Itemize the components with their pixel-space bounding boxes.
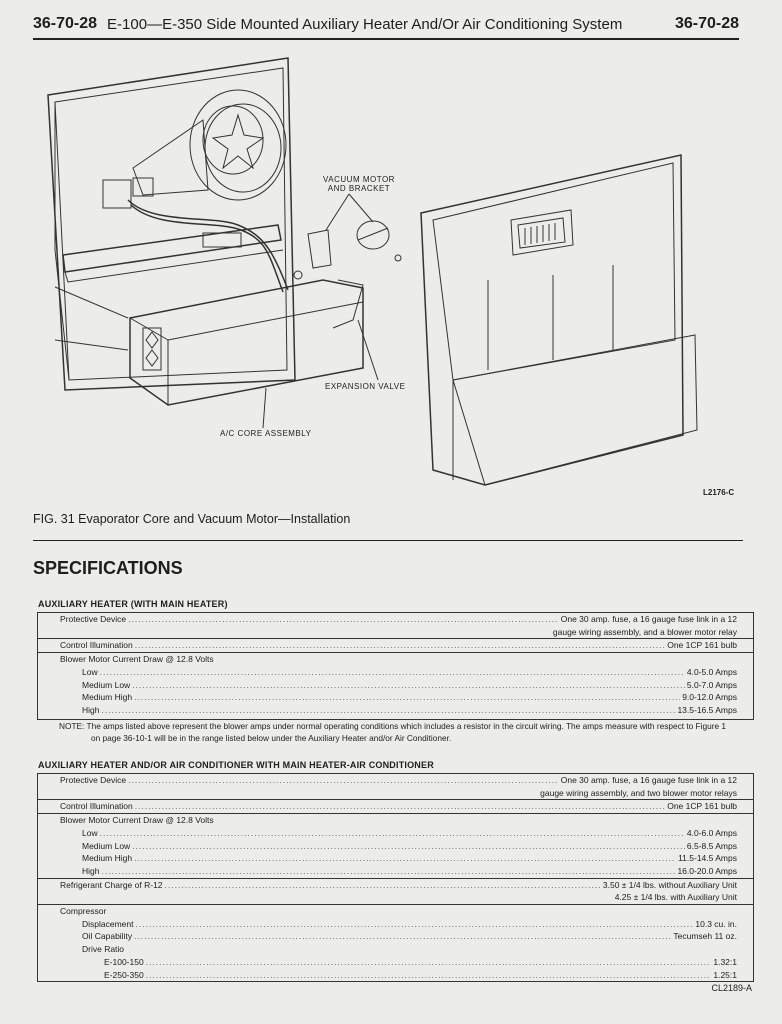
spec-value: 13.5-16.5 Amps — [677, 704, 737, 715]
spec-value: Tecumseh 11 oz. — [673, 931, 737, 942]
spec-value-continued: 4.25 ± 1/4 lbs. with Auxiliary Unit — [614, 892, 737, 903]
spec-label: Medium High — [82, 692, 133, 703]
installation-figure — [33, 50, 743, 510]
figure-caption: FIG. 31 Evaporator Core and Vacuum Motor—Installation — [33, 512, 351, 526]
spec-label: Low — [82, 827, 98, 838]
section-divider — [33, 540, 743, 541]
spec-value-continued: gauge wiring assembly, and two blower motor relays — [540, 787, 737, 798]
blower-title: Blower Motor Current Draw @ 12.8 Volts — [60, 815, 214, 826]
control-illumination-row — [38, 639, 753, 653]
spec-value: 4.0-5.0 Amps — [686, 666, 737, 677]
compressor-row — [38, 905, 753, 981]
note-text: The amps listed above represent the blower amps under normal operating conditions which includes a resistor in the circuit wiring. The amps measure with respect to Figure 1 — [86, 721, 726, 731]
spec-label: High — [82, 704, 100, 715]
spec-label: E-100-150 — [104, 956, 144, 967]
spec-label: Oil Capability — [82, 931, 133, 942]
spec-value: 6.5-8.5 Amps — [686, 840, 737, 851]
spec-value: 3.50 ± 1/4 lbs. without Auxiliary Unit — [602, 879, 737, 890]
figure-reference: L2176-C — [703, 488, 735, 497]
spec-label: Medium High — [82, 853, 133, 864]
section1-title: AUXILIARY HEATER (WITH MAIN HEATER) — [38, 599, 228, 609]
section2-table — [37, 773, 754, 982]
spec-value: 16.0-20.0 Amps — [677, 865, 737, 876]
blower-current-row — [38, 814, 753, 879]
spec-label: Protective Device — [60, 614, 127, 624]
spec-value: One 30 amp. fuse, a 16 gauge fuse link in a 12 — [560, 614, 737, 624]
spec-value: 1.32:1 — [713, 956, 737, 967]
spec-reference: CL2189-A — [711, 983, 752, 993]
spec-value-continued: gauge wiring assembly, and a blower motor relay — [552, 626, 737, 637]
header-title: E-100—E-350 Side Mounted Auxiliary Heater And/Or Air Conditioning System — [107, 15, 623, 33]
evaporator-illustration — [33, 50, 743, 510]
page-header — [33, 10, 739, 40]
refrigerant-row — [38, 879, 753, 905]
spec-label: Low — [82, 666, 98, 677]
spec-label: Medium Low — [82, 840, 131, 851]
specifications-title: SPECIFICATIONS — [33, 558, 183, 578]
spec-value: 10.3 cu. in. — [695, 918, 737, 929]
note-label: NOTE: — [59, 721, 85, 731]
spec-value: 5.0-7.0 Amps — [686, 679, 737, 690]
blower-current-row — [38, 653, 753, 717]
spec-label: Displacement — [82, 918, 134, 929]
vacuum-motor-label-line1: VACUUM MOTOR — [323, 175, 395, 184]
spec-label: Refrigerant Charge of R-12 — [60, 879, 163, 890]
protective-device-row — [38, 613, 753, 639]
spec-value: One 30 amp. fuse, a 16 gauge fuse link in a 12 — [560, 775, 737, 785]
ac-core-callout: A/C CORE ASSEMBLY — [220, 429, 312, 438]
spec-label: Control Illumination — [60, 640, 133, 651]
spec-value: 4.0-6.0 Amps — [686, 827, 737, 838]
expansion-valve-callout: EXPANSION VALVE — [325, 382, 406, 391]
section2-title: AUXILIARY HEATER AND/OR AIR CONDITIONER WITH MAIN HEATER-AIR CONDITIONER — [38, 760, 434, 770]
spec-label: Medium Low — [82, 679, 131, 690]
spec-value: One 1CP 161 bulb — [667, 801, 737, 812]
control-illumination-row — [38, 800, 753, 814]
page-number-left: 36-70-28 — [33, 15, 98, 32]
spec-value: 11.5-14.5 Amps — [678, 853, 737, 864]
spec-value: 1.25:1 — [713, 969, 737, 980]
note-block — [59, 721, 739, 744]
page-number-right: 36-70-28 — [674, 15, 739, 32]
note-text-continued: on page 36-10-1 will be in the range listed below under the Auxiliary Heater and/or Air Conditioner. — [91, 732, 452, 743]
vacuum-motor-label-line2: AND BRACKET — [327, 184, 391, 193]
protective-device-row — [38, 774, 753, 800]
spec-value: 9.0-12.0 Amps — [682, 692, 737, 703]
spec-label: High — [82, 865, 100, 876]
drive-ratio-title: Drive Ratio — [82, 944, 125, 955]
spec-label: Protective Device — [60, 775, 127, 785]
section1-table — [37, 612, 754, 720]
compressor-title: Compressor — [60, 906, 107, 917]
vacuum-motor-callout — [314, 175, 404, 193]
blower-title: Blower Motor Current Draw @ 12.8 Volts — [60, 654, 214, 665]
spec-label: E-250-350 — [104, 969, 144, 980]
spec-label: Control Illumination — [60, 801, 133, 812]
spec-value: One 1CP 161 bulb — [667, 640, 737, 651]
